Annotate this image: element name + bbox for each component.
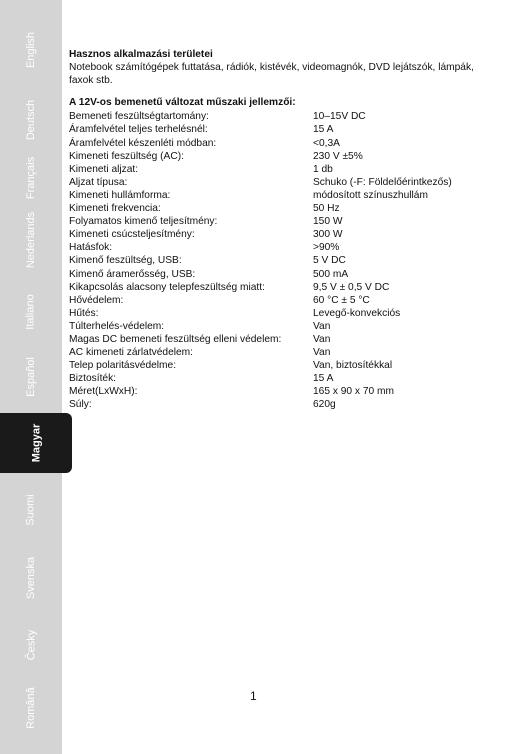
spec-value: 50 Hz bbox=[313, 203, 340, 215]
spec-row bbox=[69, 137, 499, 150]
spec-row bbox=[69, 123, 499, 136]
language-tab-suomi[interactable] bbox=[0, 480, 62, 540]
usage-section bbox=[69, 48, 499, 87]
usage-title: Hasznos alkalmazási területei bbox=[69, 49, 213, 60]
spec-row bbox=[69, 372, 499, 385]
spec-key: Áramfelvétel teljes terhelésnél: bbox=[69, 124, 208, 136]
language-tab-français[interactable] bbox=[0, 148, 62, 208]
language-tab-español[interactable] bbox=[0, 347, 62, 407]
spec-key: Kimeneti aljzat: bbox=[69, 163, 139, 175]
spec-value: >90% bbox=[313, 242, 340, 254]
language-tab-label: Italiano bbox=[24, 294, 37, 330]
spec-value: Van, biztosítékkal bbox=[313, 360, 393, 372]
spec-row bbox=[69, 202, 499, 215]
page-number: 1 bbox=[250, 689, 257, 703]
language-tab-svenska[interactable] bbox=[0, 548, 62, 608]
spec-row bbox=[69, 294, 499, 307]
spec-row bbox=[69, 241, 499, 254]
spec-value: 15 A bbox=[313, 373, 334, 385]
spec-key: Folyamatos kimenő teljesítmény: bbox=[69, 216, 218, 228]
spec-key: AC kimeneti zárlatvédelem: bbox=[69, 347, 193, 359]
spec-key: Kimenő áramerősség, USB: bbox=[69, 268, 196, 280]
language-tab-label: Deutsch bbox=[24, 99, 37, 141]
spec-key: Kikapcsolás alacsony telepfeszültség miatt: bbox=[69, 281, 265, 293]
spec-row bbox=[69, 176, 499, 189]
spec-key: Súly: bbox=[69, 399, 92, 411]
language-tab-label: Français bbox=[25, 156, 37, 200]
spec-value: 9,5 V ± 0,5 V DC bbox=[313, 281, 390, 293]
spec-key: Aljzat típusa: bbox=[69, 176, 128, 188]
spec-row bbox=[69, 359, 499, 372]
spec-row bbox=[69, 268, 499, 281]
specs-title: A 12V-os bemenetű változat műszaki jellemzői: bbox=[69, 97, 296, 109]
language-tab-label: English bbox=[24, 31, 37, 69]
language-tab-nederlands[interactable] bbox=[0, 210, 62, 270]
spec-value: Van bbox=[313, 333, 331, 345]
spec-key: Telep polaritásvédelme: bbox=[69, 360, 177, 372]
spec-row bbox=[69, 333, 499, 346]
spec-key: Kimeneti frekvencia: bbox=[69, 203, 161, 215]
language-tab-english[interactable] bbox=[0, 20, 62, 80]
spec-key: Méret(LxWxH): bbox=[69, 386, 138, 398]
spec-value: 60 °C ± 5 °C bbox=[313, 294, 370, 306]
spec-row bbox=[69, 110, 499, 123]
spec-key: Biztosíték: bbox=[69, 373, 116, 385]
language-tab-label: Svenska bbox=[24, 556, 37, 600]
spec-value: Van bbox=[313, 347, 331, 359]
spec-value: Van bbox=[313, 320, 331, 332]
language-sidebar bbox=[0, 0, 62, 754]
language-tab-label: Magyar bbox=[30, 423, 42, 463]
main-content bbox=[69, 48, 499, 412]
spec-value: 230 V ±5% bbox=[313, 150, 363, 162]
spec-row bbox=[69, 189, 499, 202]
spec-value: módosított színuszhullám bbox=[313, 189, 428, 201]
language-tab-italiano[interactable] bbox=[0, 282, 62, 342]
spec-row bbox=[69, 254, 499, 267]
specs-list bbox=[69, 110, 499, 411]
spec-key: Kimenő feszültség, USB: bbox=[69, 255, 182, 267]
spec-row bbox=[69, 346, 499, 359]
spec-key: Kimeneti csúcsteljesítmény: bbox=[69, 229, 195, 241]
language-tab-label: Nederlands bbox=[24, 211, 37, 269]
spec-value: <0,3A bbox=[313, 137, 340, 149]
spec-row bbox=[69, 320, 499, 333]
usage-text: Notebook számítógépek futtatása, rádiók, kistévék, videomagnók, DVD lejátszók, lámpák, faxok stb. bbox=[69, 62, 474, 87]
spec-value: 620g bbox=[313, 399, 336, 411]
spec-row bbox=[69, 281, 499, 294]
spec-value: 300 W bbox=[313, 229, 343, 241]
spec-value: 5 V DC bbox=[313, 255, 346, 267]
spec-key: Kimeneti feszültség (AC): bbox=[69, 150, 184, 162]
spec-key: Bemeneti feszültségtartomány: bbox=[69, 111, 209, 123]
spec-value: Levegő-konvekciós bbox=[313, 307, 401, 319]
spec-key: Túlterhelés-védelem: bbox=[69, 320, 165, 332]
spec-row bbox=[69, 385, 499, 398]
spec-value: 15 A bbox=[313, 124, 334, 136]
language-tab-česky[interactable] bbox=[0, 615, 62, 675]
language-tab-label: Română bbox=[24, 687, 37, 729]
spec-row bbox=[69, 307, 499, 320]
spec-key: Hatásfok: bbox=[69, 242, 113, 254]
language-tab-label: Česky bbox=[25, 629, 37, 661]
spec-key: Áramfelvétel készenléti módban: bbox=[69, 137, 217, 149]
spec-value: 1 db bbox=[313, 163, 333, 175]
spec-value: 150 W bbox=[313, 216, 343, 228]
spec-row bbox=[69, 398, 499, 411]
language-tab-română[interactable] bbox=[0, 678, 62, 738]
spec-key: Kimeneti hullámforma: bbox=[69, 189, 171, 201]
spec-row bbox=[69, 228, 499, 241]
specs-section bbox=[69, 96, 499, 411]
spec-key: Hővédelem: bbox=[69, 294, 124, 306]
language-tab-label: Suomi bbox=[25, 494, 37, 526]
spec-value: 10–15V DC bbox=[313, 111, 366, 123]
spec-row bbox=[69, 163, 499, 176]
language-tab-label: Español bbox=[24, 357, 37, 397]
spec-key: Hűtés: bbox=[69, 307, 99, 319]
spec-value: Schuko (-F: Földelőérintkezős) bbox=[313, 176, 452, 188]
spec-key: Magas DC bemeneti feszültség elleni védelem: bbox=[69, 333, 282, 345]
language-tab-deutsch[interactable] bbox=[0, 90, 62, 150]
language-tab-magyar[interactable] bbox=[0, 413, 72, 473]
spec-value: 500 mA bbox=[313, 268, 349, 280]
spec-row bbox=[69, 215, 499, 228]
spec-row bbox=[69, 150, 499, 163]
spec-value: 165 x 90 x 70 mm bbox=[313, 386, 394, 398]
